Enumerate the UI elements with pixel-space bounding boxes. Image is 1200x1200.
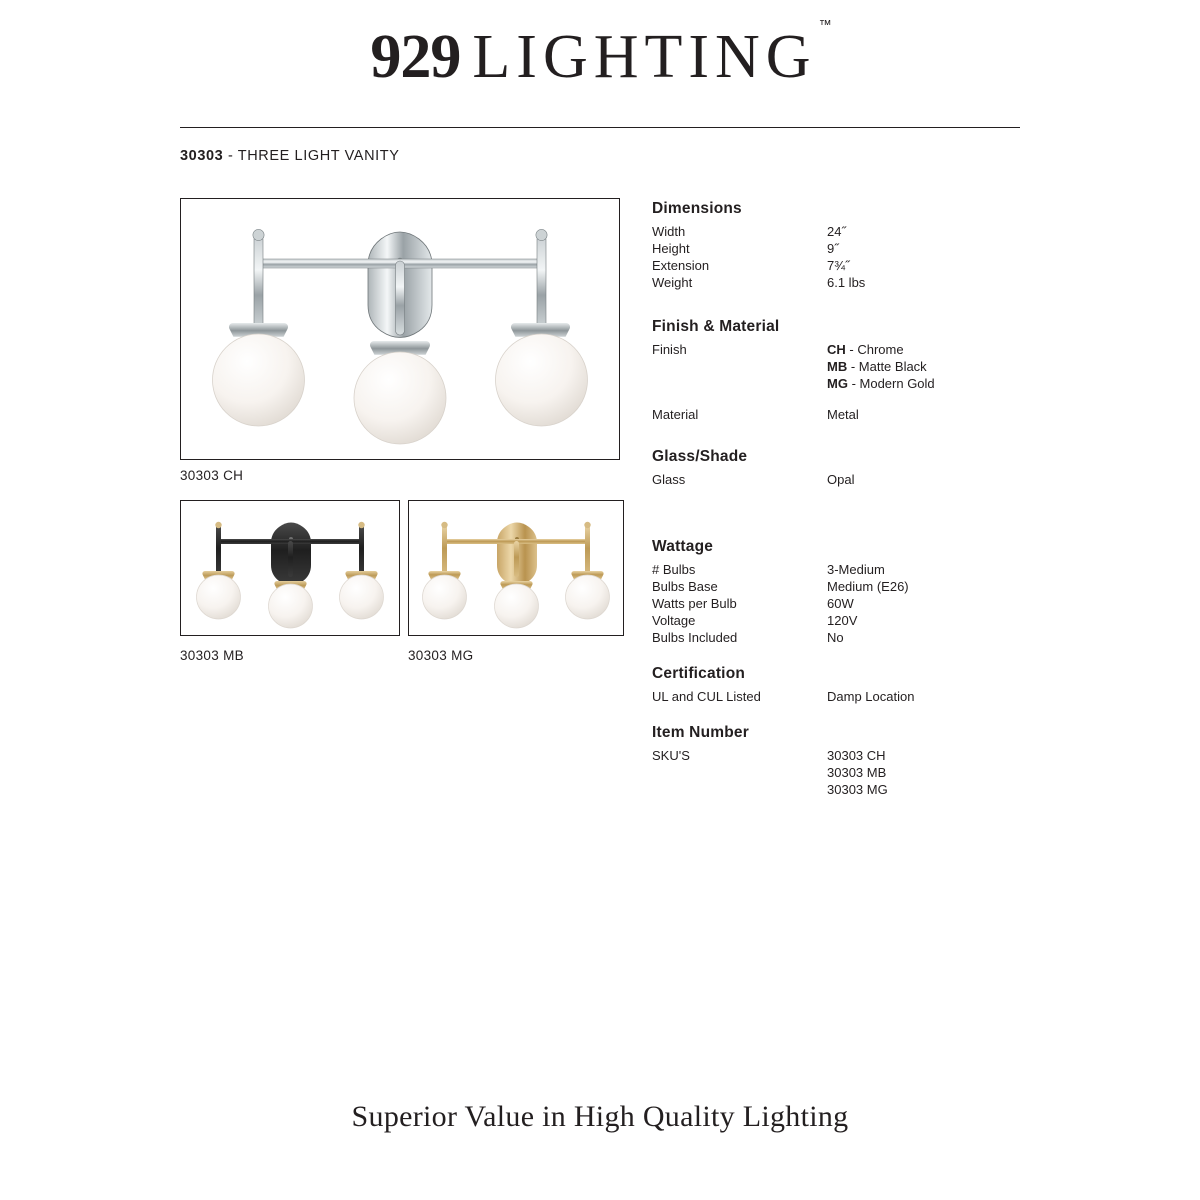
spec-value: Opal [827, 472, 855, 487]
spec-value: 60W [827, 596, 854, 611]
spec-value: 3-Medium [827, 562, 885, 577]
spec-row [652, 764, 1172, 781]
spec-heading-wattage: Wattage [652, 538, 714, 555]
spec-value [827, 358, 1172, 375]
spec-heading-certification: Certification [652, 665, 746, 682]
brand-number: 929 [370, 23, 461, 91]
brand-word: LIGHTING [472, 23, 817, 91]
caption-modern-gold: 30303 MG [408, 648, 474, 663]
spec-value: 9˝ [827, 241, 839, 256]
spec-section-wattage [652, 538, 1172, 646]
spec-value [827, 375, 1172, 392]
spec-section-finish-material [652, 318, 1172, 423]
spec-row [652, 781, 1172, 798]
spec-heading-item-number: Item Number [652, 724, 749, 741]
spec-label: Bulbs Included [652, 630, 738, 645]
spec-label: Extension [652, 258, 710, 273]
spec-value: Metal [827, 407, 859, 422]
trademark-symbol: ™ [818, 17, 832, 33]
spec-row [652, 471, 1172, 488]
spec-row [652, 358, 1172, 375]
finish-code-mb: MB [827, 359, 848, 374]
spec-row [652, 688, 1172, 705]
spec-section-glass-shade [652, 448, 1172, 488]
spec-heading-finish: Finish & Material [652, 318, 780, 335]
header-divider [180, 127, 1020, 128]
spec-label-empty [652, 358, 827, 375]
spec-value: 120V [827, 613, 858, 628]
spec-value [827, 341, 1172, 358]
spec-value: Damp Location [827, 689, 915, 704]
sku-value: 30303 MG [827, 782, 888, 797]
spec-row [652, 595, 1172, 612]
page-title-sku: 30303 [180, 148, 224, 164]
brand-logo [0, 0, 1200, 91]
spec-row [652, 747, 1172, 764]
spec-label-empty [652, 781, 827, 798]
product-image-chrome [180, 198, 620, 460]
product-image-modern-gold [408, 500, 624, 636]
spec-row [652, 341, 1172, 358]
finish-name-ch: - Chrome [845, 342, 904, 357]
spec-section-item-number [652, 724, 1172, 798]
spec-row [652, 223, 1172, 240]
spec-label: Watts per Bulb [652, 596, 737, 611]
spec-label-empty [652, 764, 827, 781]
spec-row [652, 561, 1172, 578]
page-title [180, 148, 400, 164]
spec-label: Weight [652, 275, 693, 290]
spec-label: SKU'S [652, 748, 690, 763]
finish-name-mg: - Modern Gold [847, 376, 935, 391]
spec-value: No [827, 630, 844, 645]
page-title-separator: - [223, 148, 238, 164]
sku-value: 30303 CH [827, 748, 886, 763]
spec-section-dimensions [652, 200, 1172, 291]
spec-section-certification [652, 665, 1172, 705]
spec-heading-dimensions: Dimensions [652, 200, 742, 217]
spec-value: 6.1 lbs [827, 275, 866, 290]
spec-label: Voltage [652, 613, 696, 628]
spec-label: UL and CUL Listed [652, 689, 761, 704]
spec-value: Medium (E26) [827, 579, 909, 594]
footer-tagline: Superior Value in High Quality Lighting [351, 1100, 849, 1133]
spec-row [652, 257, 1172, 274]
spec-label: Material [652, 407, 699, 422]
finish-name-mb: - Matte Black [847, 359, 927, 374]
caption-chrome: 30303 CH [180, 468, 244, 483]
spec-label: Bulbs Base [652, 579, 718, 594]
spec-value: 7¾˝ [827, 258, 850, 273]
spec-row [652, 274, 1172, 291]
spacer [652, 392, 1172, 406]
spec-label-empty [652, 375, 827, 392]
sku-value: 30303 MB [827, 765, 887, 780]
page-title-name: THREE LIGHT VANITY [237, 148, 400, 164]
spec-heading-glass: Glass/Shade [652, 448, 748, 465]
spec-row [652, 612, 1172, 629]
spec-label: Glass [652, 472, 686, 487]
spec-row [652, 629, 1172, 646]
spec-label: Finish [652, 342, 687, 357]
spec-row [652, 240, 1172, 257]
caption-matte-black: 30303 MB [180, 648, 244, 663]
spec-label: Height [652, 241, 690, 256]
spec-row [652, 406, 1172, 423]
finish-code-mg: MG [827, 376, 848, 391]
product-image-matte-black [180, 500, 400, 636]
spec-value: 24˝ [827, 224, 846, 239]
spec-label: Width [652, 224, 686, 239]
spec-label: # Bulbs [652, 562, 696, 577]
spec-row [652, 578, 1172, 595]
spec-row [652, 375, 1172, 392]
finish-code-ch: CH [827, 342, 846, 357]
